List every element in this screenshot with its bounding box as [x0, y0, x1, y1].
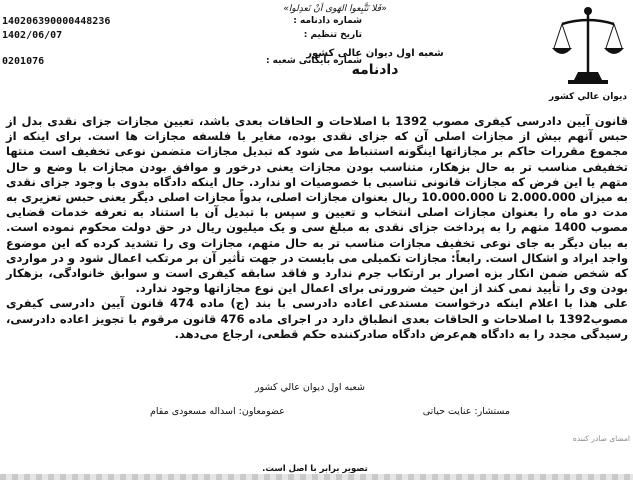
signature-note: امضای صادر کننده: [572, 434, 630, 443]
signature-row: [130, 406, 510, 420]
dadnameh-number-row: [2, 16, 362, 28]
verdict-ruling-paragraph: علی هذا با اعلام اینکه درخواست مستدعی اعاده دادرسی با بند (ج) ماده 474 قانون آیین دادرسی کیفری مصوب1392 با اصلاحات و الحاقات بعدی انطباق دارد در اجرای ماده 476 قانون مرقوم با تجویز اعاده دادرسی، رسیدگی مجدد را به دادگاه هم‌عرض دادگاه صادرکننده حکم قطعی، ارجاع می‌دهد.: [6, 296, 628, 341]
dadnameh-number: 140206390000448236: [2, 16, 111, 27]
verdict-paragraph: قانون آیین دادرسی کیفری مصوب 1392 با اصلاحات و الحاقات بعدی باشد، تعیین مجازات جزای نقدی بدل از حبس آنهم بیش از مجازات اصلی آن که جزای نقدی بوده، مغایر با فلسفه مجازات ها است. برای اینکه از مجموع مقررات حاکم بر مجازاتها اینگونه استنباط می شود که تبدیل مجازات متضمن نوعی تخفیف است منتها تخفیفی مناسب تر به حال بزهکار، متناسب بودن مجازات یعنی درخور و موافق بودن مجازات با وضع و حال متهم یا این فرض که مجازات قانونی تناسبی با خصوصیات او ندارد. حال اینکه دادگاه بدوی با وجود جزای نقدی به میزان 2.000.000 تا 10.000.000 ریال بعنوان مجازات اصلی، بدواً مجازات اصلی دیگر یعنی حبس تعزیری به مدت دو ماه را بعنوان مجازات اصلی انتخاب و تعیین و سپس با تبدیل آن با استناد به تعرفه خدمات قضایی مصوب 1400 متهم را به پرداخت جزای نقدی به مبلغ سی و یک میلیون ریال در حق دولت محکوم نموده است. به بیان دیگر به جای نوعی تخفیف مجازات مناسب تر به حال متهم، مجازات وی را تشدید کرده که این موضوع واجد ایراد و اشکال است. رابعاً: مجازات تکمیلی می بایست در جهت تأثیر آن بر مرتکب اعمال شود و در مواردی که شخص ضمن انکار بزه اصرار بر ارتکاب جرم ندارد و فاقد سابقه کیفری است و سوابق خانوادگی، بزهکار بودن وی را تأیید نمی کند از این حیث ضرورتی برای اعمال این نوع مجازاتها وجود ندارد.: [6, 114, 628, 296]
footer-divider: [0, 474, 633, 480]
certification-footer: تصویر برابر با اصل است.: [262, 464, 368, 474]
scales-of-justice-icon: [548, 2, 628, 94]
date-label: تاریخ تنظیم :: [303, 30, 362, 40]
date-row: [2, 30, 362, 42]
dadnameh-number-label: شماره دادنامه :: [293, 16, 362, 26]
archive-number-label: شماره بایگانی شعبه :: [265, 56, 362, 66]
signature-court: شعبه اول دیوان عالي کشور: [255, 382, 365, 393]
document-title: دادنامه: [351, 62, 399, 78]
verdict-body: [6, 114, 628, 342]
court-name: شعبه اول دیوان عالی کشور: [306, 48, 444, 59]
issue-date: 1402/06/07: [2, 30, 63, 41]
emblem-caption: دیوان عالي کشور: [549, 92, 627, 102]
member-signature: عضومعاون: اسداله مسعودی مقام: [150, 406, 285, 417]
quran-verse: «فَلا تَتَّبِعوا الهَوى اَنْ تَعدِلوا»: [283, 4, 387, 14]
advisor-signature: مستشار: عنایت حیاتی: [422, 406, 510, 417]
archive-number: 0201076: [2, 56, 45, 67]
